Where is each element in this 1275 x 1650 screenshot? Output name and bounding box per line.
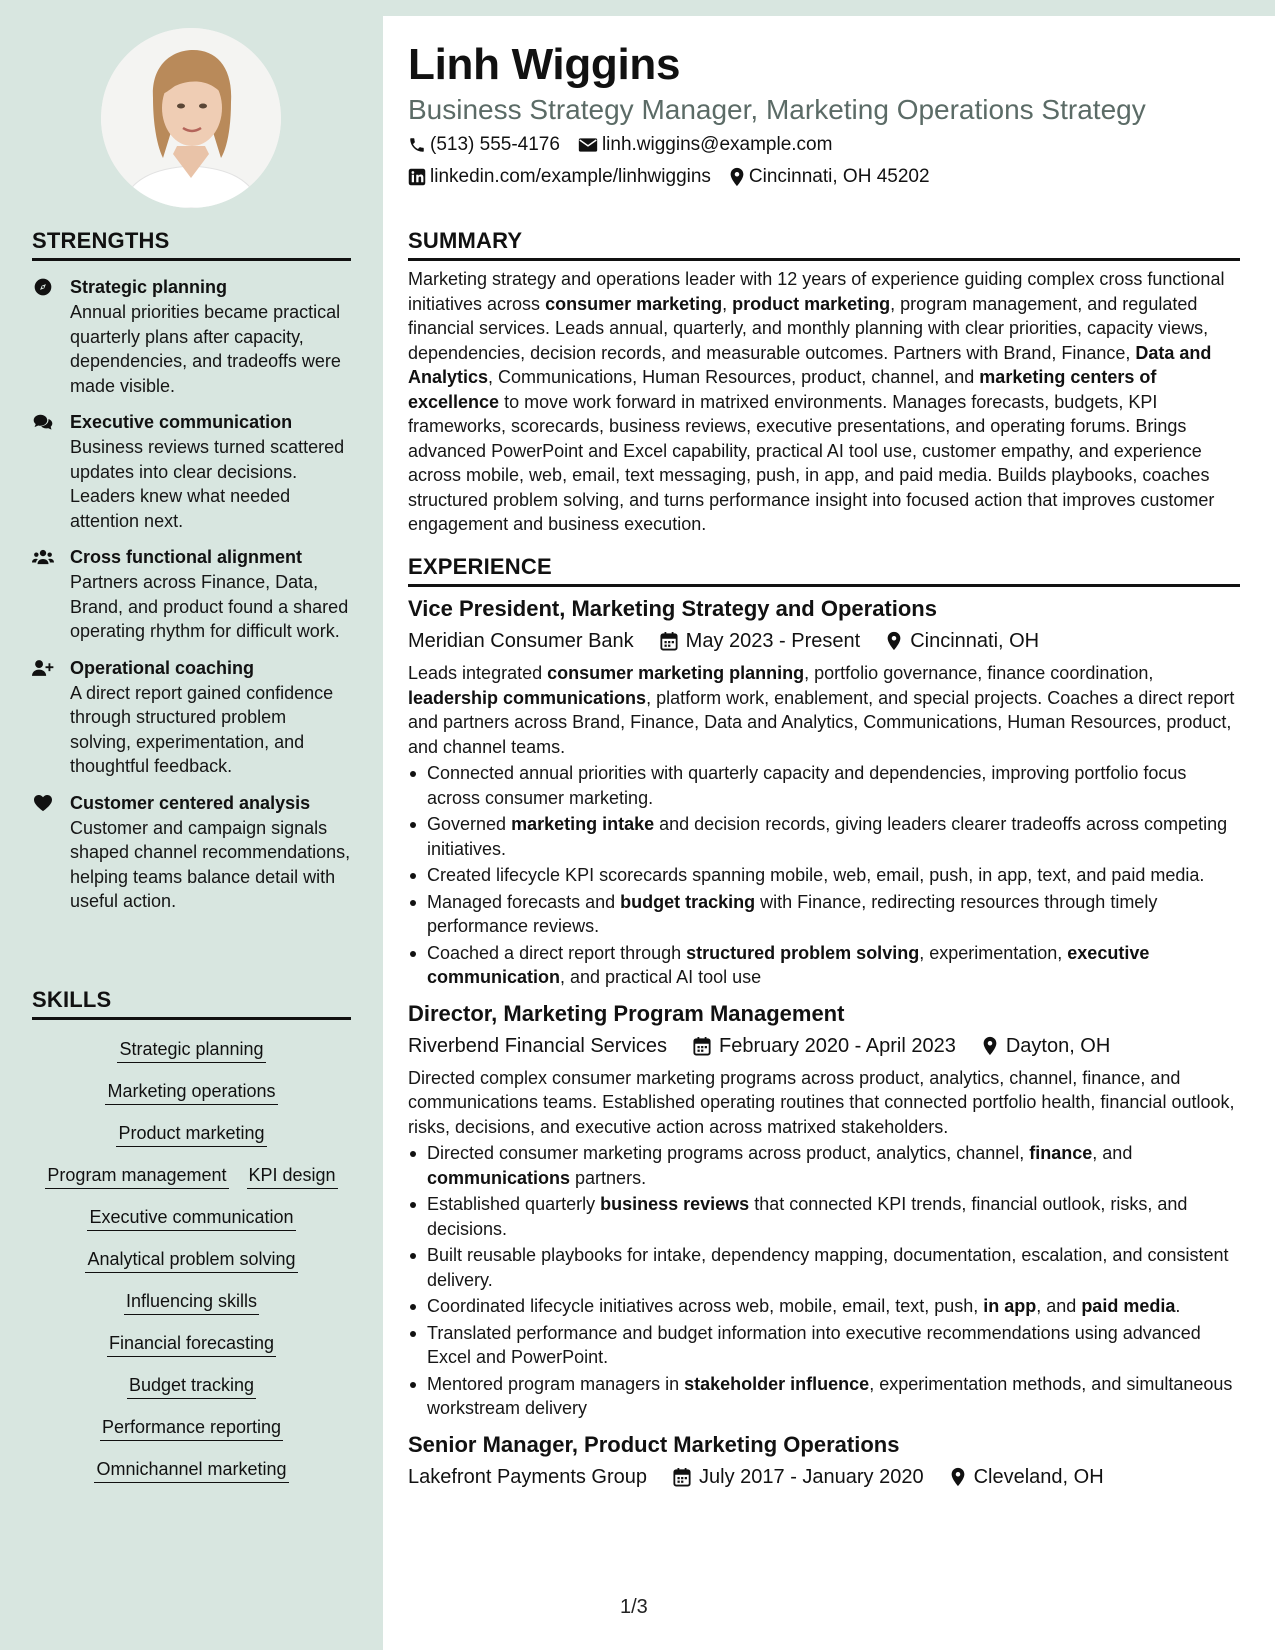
phone-contact[interactable]	[408, 134, 560, 156]
strength-item	[32, 410, 351, 533]
summary-text	[408, 267, 1240, 537]
skill-tag: Marketing operations	[105, 1081, 277, 1105]
job-meta	[408, 627, 1240, 655]
strength-title: Strategic planning	[70, 277, 228, 297]
profile-photo	[101, 28, 281, 208]
bold-text: marketing centers of excellence	[408, 367, 1157, 412]
skill-cell	[38, 1080, 345, 1102]
skill-cell	[38, 1374, 345, 1396]
contact-row-2	[408, 166, 930, 188]
company-name: Riverbend Financial Services	[408, 1034, 668, 1057]
skill-tag: Analytical problem solving	[85, 1249, 297, 1273]
skill-tag: Financial forecasting	[107, 1333, 276, 1357]
job-location: Cleveland, OH	[973, 1465, 1104, 1488]
bullet-item	[408, 1141, 1240, 1190]
bullet-item	[408, 1294, 1240, 1319]
text-segment: Connected annual priorities with quarterly capacity and dependencies, improving portfolio focus across consumer marketing.	[427, 763, 1187, 808]
calendar-icon	[693, 1036, 711, 1056]
strength-title: Customer centered analysis	[70, 792, 311, 813]
bullet-item	[408, 812, 1240, 861]
bold-text: business reviews	[600, 1194, 750, 1214]
text-segment: Directed complex consumer marketing programs across product, analytics, channel, finance, and communications teams. Established operating routines that connected portfolio health, financial outlook, risks, decisions, and executive action across matrixed stakeholders.	[408, 1067, 1235, 1137]
skill-tag: Influencing skills	[124, 1291, 259, 1315]
strengths-list	[32, 275, 351, 914]
linkedin-text: linkedin.com/example/linhwiggins	[430, 166, 711, 187]
job-dates: July 2017 - January 2020	[699, 1465, 924, 1488]
strength-description: Customer and campaign signals shaped channel recommendations, helping teams balance detail with useful action.	[70, 817, 351, 911]
strength-description: A direct report gained confidence through structured problem solving, experimentation, and thoughtful feedback.	[70, 682, 334, 776]
bold-text: consumer marketing planning	[547, 663, 805, 683]
skill-tag: KPI design	[247, 1165, 338, 1189]
bullet-item	[408, 1243, 1240, 1292]
job-bullets	[408, 1141, 1240, 1421]
bold-text: leadership communications	[408, 687, 647, 708]
text-segment: Leads integrated	[408, 663, 548, 683]
bold-text: Data and Analytics	[408, 342, 1212, 387]
candidate-name: Linh Wiggins	[408, 40, 681, 89]
text-segment: with Finance, redirecting resources through timely performance reviews.	[427, 891, 1158, 936]
strength-description: Business reviews turned scattered updates into clear decisions. Leaders knew what needed attention next.	[70, 437, 345, 531]
job-dates: May 2023 - Present	[685, 630, 861, 652]
skill-cell	[38, 1206, 345, 1228]
bold-text: communications	[427, 1167, 571, 1188]
job-description	[408, 661, 1240, 759]
job-location: Cincinnati, OH	[910, 630, 1040, 652]
strength-title: Executive communication	[70, 412, 293, 432]
experience-heading: EXPERIENCE	[408, 554, 1240, 587]
skill-cell	[247, 1164, 338, 1186]
bullet-item	[408, 863, 1240, 888]
skills-heading: SKILLS	[32, 987, 351, 1020]
map-pin-icon	[886, 631, 902, 651]
company-name: Meridian Consumer Bank	[408, 630, 634, 652]
skill-cell	[38, 1416, 345, 1438]
text-segment: , program management, and regulated financial services. Leads annual, quarterly, and monthly planning with clear priorities, capacity views, dependencies, decision records, and measurable outcomes. Partners with Brand, Finance,	[408, 293, 1209, 363]
strengths-section	[32, 228, 351, 914]
map-pin-icon	[982, 1036, 998, 1056]
linkedin-contact[interactable]	[408, 166, 711, 188]
phone-icon	[408, 136, 426, 154]
skill-tag: Executive communication	[87, 1207, 295, 1231]
strength-item	[32, 656, 351, 779]
users-icon	[32, 546, 54, 568]
heart-icon	[32, 792, 54, 814]
bullet-item	[408, 761, 1240, 810]
text-segment: Governed	[427, 814, 512, 834]
text-segment: , platform work, enablement, and special projects. Coaches a direct report and partners across Brand, Finance, Data and Analytics, Communications, Human Resources, product, and channel teams.	[408, 687, 1235, 757]
phone-text: (513) 555-4176	[430, 134, 560, 155]
job-meta	[408, 1032, 1240, 1060]
job-location: Dayton, OH	[1005, 1034, 1111, 1057]
bold-text: stakeholder influence	[684, 1373, 870, 1394]
text-segment: , Communications, Human Resources, product, channel, and	[488, 367, 980, 387]
calendar-icon	[660, 631, 678, 651]
text-segment: Created lifecycle KPI scorecards spanning mobile, web, email, push, in app, text, and paid media.	[427, 865, 1205, 885]
bold-text: finance	[1029, 1143, 1093, 1163]
skill-tag: Program management	[45, 1165, 228, 1189]
bold-text: product marketing	[732, 293, 891, 314]
bullet-item	[408, 1372, 1240, 1421]
skills-section	[32, 987, 351, 1480]
strength-item	[32, 545, 351, 644]
skill-cell	[38, 1332, 345, 1354]
job-description	[408, 1066, 1240, 1140]
skill-cell	[38, 1458, 345, 1480]
strength-description: Partners across Finance, Data, Brand, and product found a shared operating rhythm for difficult work.	[70, 572, 349, 641]
text-segment: ,	[722, 293, 733, 314]
job-title: Director, Marketing Program Management	[408, 1000, 845, 1026]
bold-text: consumer marketing	[545, 293, 723, 314]
bold-text: in app	[983, 1296, 1037, 1316]
job-entry	[408, 1000, 1240, 1421]
text-segment: to move work forward in matrixed environments. Manages forecasts, budgets, KPI frameworks, scorecards, business reviews, executive presentations, and operating forums. Brings advanced PowerPoint and Excel capability, practical AI tool use, customer empathy, and experience across mobile, web, email, text messaging, push, in app, and paid media. Builds playbooks, coaches structured problem solving, and turns performance insight into focused action that improves customer engagement and business execution.	[408, 391, 1215, 534]
job-meta	[408, 1463, 1240, 1491]
text-segment: , experimentation,	[919, 942, 1068, 963]
skill-tag: Performance reporting	[100, 1417, 283, 1441]
calendar-icon	[673, 1467, 691, 1487]
skill-cell	[38, 1290, 345, 1312]
job-title: Senior Manager, Product Marketing Operations	[408, 1431, 900, 1457]
candidate-role: Business Strategy Manager, Marketing Operations Strategy	[408, 94, 1146, 125]
text-segment: Established quarterly	[427, 1194, 601, 1214]
text-segment: , and	[1092, 1143, 1133, 1163]
text-segment: partners.	[570, 1167, 647, 1188]
text-segment: that connected KPI trends, financial outlook, risks, and decisions.	[427, 1194, 1188, 1239]
text-segment: Mentored program managers in	[427, 1373, 685, 1394]
skills-list	[32, 1038, 351, 1480]
text-segment: Translated performance and budget information into executive recommendations using advanced Excel and PowerPoint.	[427, 1322, 1201, 1367]
location-text: Cincinnati, OH 45202	[748, 166, 930, 187]
bold-text: marketing intake	[511, 814, 655, 834]
text-segment: , portfolio governance, finance coordination,	[804, 663, 1154, 683]
company-name: Lakefront Payments Group	[408, 1465, 648, 1488]
skill-cell	[38, 1248, 345, 1270]
bold-text: executive communication	[427, 942, 1150, 987]
text-segment: and decision records, giving leaders clearer tradeoffs across competing initiatives.	[427, 814, 1228, 859]
user-plus-icon	[32, 657, 54, 679]
bold-text: paid media	[1081, 1296, 1176, 1316]
email-contact[interactable]	[578, 134, 833, 156]
comments-icon	[32, 411, 54, 433]
strength-description: Annual priorities became practical quarterly plans after capacity, dependencies, and tradeoffs were made visible.	[70, 302, 341, 396]
text-segment: Directed consumer marketing programs across product, analytics, channel,	[427, 1143, 1030, 1163]
bullet-item	[408, 941, 1240, 990]
linkedin-icon	[408, 168, 426, 186]
strength-item	[32, 791, 351, 914]
bullet-item	[408, 1321, 1240, 1370]
experience-section	[408, 554, 1240, 1491]
text-segment: Built reusable playbooks for intake, dependency mapping, documentation, escalation, and consistent delivery.	[427, 1245, 1229, 1290]
bullet-item	[408, 890, 1240, 939]
job-title: Vice President, Marketing Strategy and Operations	[408, 596, 937, 621]
sidebar	[0, 0, 383, 1650]
email-text: linh.wiggins@example.com	[601, 134, 833, 155]
skill-tag: Strategic planning	[117, 1039, 265, 1063]
skill-tag: Omnichannel marketing	[94, 1459, 288, 1483]
summary-heading: SUMMARY	[408, 228, 1240, 261]
skill-cell	[38, 1038, 345, 1060]
strength-title: Cross functional alignment	[70, 547, 303, 567]
text-segment: Coached a direct report through	[427, 942, 687, 963]
envelope-icon	[578, 137, 598, 153]
job-dates: February 2020 - April 2023	[719, 1034, 956, 1057]
text-segment: Coordinated lifecycle initiatives across web, mobile, email, text, push,	[427, 1296, 984, 1316]
skill-cell	[45, 1164, 228, 1186]
job-entry	[408, 1431, 1240, 1491]
skill-tag: Budget tracking	[127, 1375, 256, 1399]
bullet-item	[408, 1192, 1240, 1241]
avatar	[101, 28, 281, 208]
location-contact	[729, 166, 930, 188]
skill-tag: Product marketing	[116, 1123, 266, 1147]
bold-text: budget tracking	[620, 891, 756, 912]
text-segment: Managed forecasts and	[427, 891, 621, 912]
map-pin-icon	[950, 1467, 966, 1487]
job-entry	[408, 595, 1240, 990]
text-segment: .	[1175, 1296, 1181, 1316]
job-list	[408, 595, 1240, 1491]
text-segment: , and	[1036, 1296, 1082, 1316]
map-pin-icon	[729, 167, 745, 187]
job-bullets	[408, 761, 1240, 990]
skill-cell	[38, 1122, 345, 1144]
text-segment: , experimentation methods, and simultaneous workstream delivery	[427, 1373, 1233, 1418]
compass-icon	[32, 276, 54, 298]
strength-title: Operational coaching	[70, 657, 255, 678]
text-segment: , and practical AI tool use	[560, 967, 762, 987]
strength-item	[32, 275, 351, 398]
contact-row-1	[408, 134, 832, 156]
page-number: 1/3	[620, 1596, 648, 1618]
bold-text: structured problem solving	[686, 942, 920, 963]
strengths-heading: STRENGTHS	[32, 228, 351, 261]
summary-section	[408, 228, 1240, 537]
text-segment: Marketing strategy and operations leader with 12 years of experience guiding complex cross functional initiatives across	[408, 269, 1225, 314]
